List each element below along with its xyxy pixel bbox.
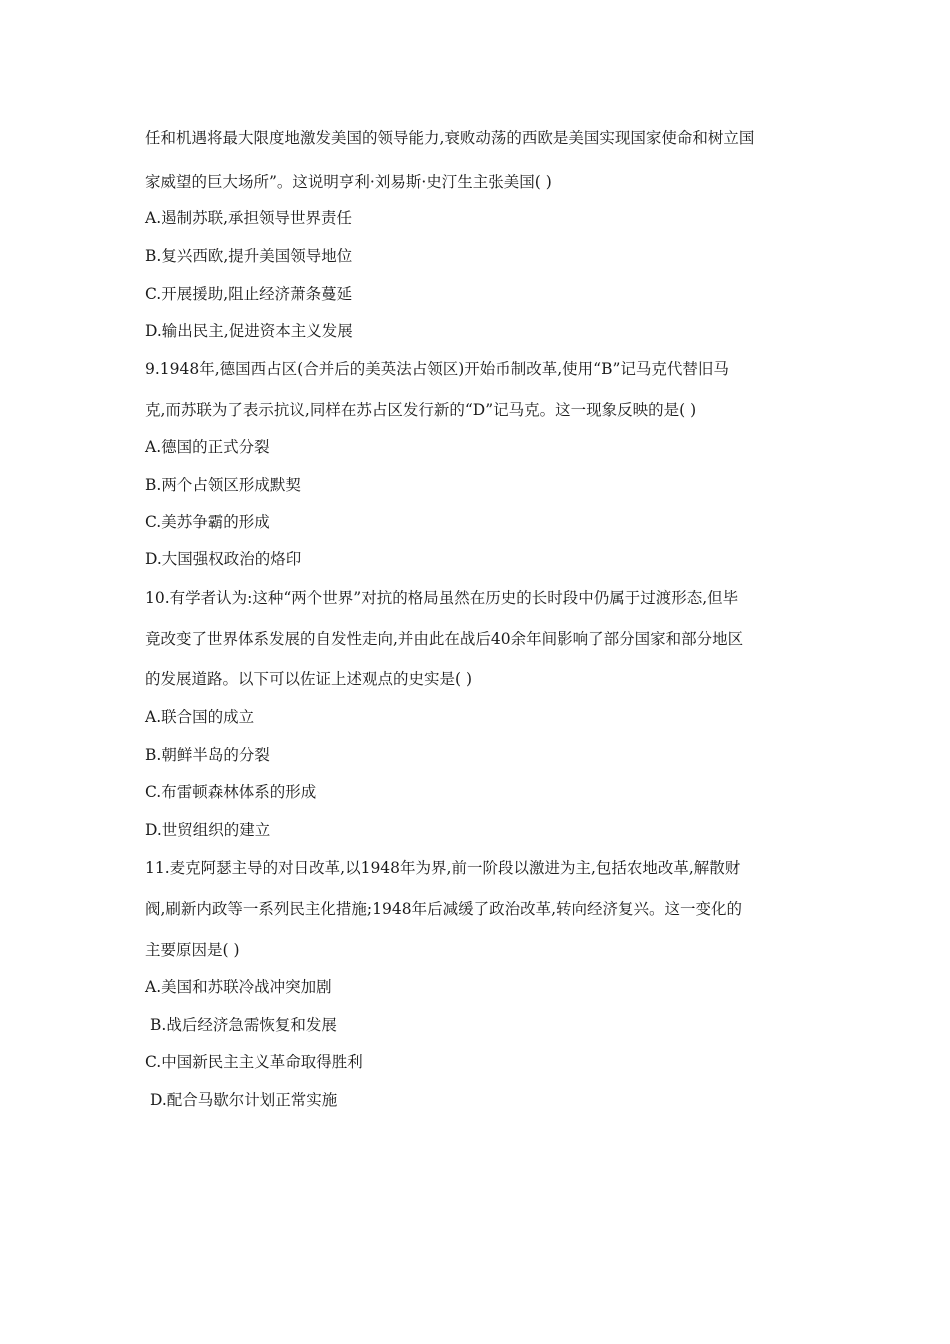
question-11-stem-line-2: 阀,刷新内政等一系列民主化措施;1948年后减缓了政治改革,转向经济复兴。这一变化的 bbox=[145, 900, 743, 918]
question-10-option-a: A.联合国的成立 bbox=[145, 708, 255, 726]
question-10-stem-line-1: 10.有学者认为:这种“两个世界”对抗的格局虽然在历史的长时段中仍属于过渡形态,但毕 bbox=[145, 589, 739, 607]
question-11-stem-line-3: 主要原因是( ) bbox=[145, 941, 240, 959]
question-8-stem-line-1: 任和机遇将最大限度地激发美国的领导能力,衰败动荡的西欧是美国实现国家使命和树立国 bbox=[145, 129, 755, 147]
question-10-option-b: B.朝鲜半岛的分裂 bbox=[145, 746, 270, 764]
question-9-option-a: A.德国的正式分裂 bbox=[145, 438, 270, 456]
question-8-option-a: A.遏制苏联,承担领导世界责任 bbox=[145, 209, 353, 227]
question-10-option-c: C.布雷顿森林体系的形成 bbox=[145, 783, 317, 801]
question-9-stem-line-1: 9.1948年,德国西占区(合并后的美英法占领区)开始币制改革,使用“B”记马克代替旧马 bbox=[145, 360, 729, 378]
question-9-stem-line-2: 克,而苏联为了表示抗议,同样在苏占区发行新的“D”记马克。这一现象反映的是( ) bbox=[145, 401, 697, 419]
question-10-option-d: D.世贸组织的建立 bbox=[145, 821, 271, 839]
question-11-option-d: D.配合马歇尔计划正常实施 bbox=[150, 1091, 338, 1109]
question-9-option-d: D.大国强权政治的烙印 bbox=[145, 550, 302, 568]
question-9-option-b: B.两个占领区形成默契 bbox=[145, 476, 301, 494]
question-8-option-d: D.输出民主,促进资本主义发展 bbox=[145, 322, 353, 340]
question-11-option-b: B.战后经济急需恢复和发展 bbox=[150, 1016, 337, 1034]
question-8-option-b: B.复兴西欧,提升美国领导地位 bbox=[145, 247, 353, 265]
question-9-option-c: C.美苏争霸的形成 bbox=[145, 513, 270, 531]
question-11-stem-line-1: 11.麦克阿瑟主导的对日改革,以1948年为界,前一阶段以激进为主,包括农地改革,解散财 bbox=[145, 859, 741, 877]
question-10-stem-line-3: 的发展道路。以下可以佐证上述观点的史实是( ) bbox=[145, 670, 473, 688]
question-11-option-c: C.中国新民主主义革命取得胜利 bbox=[145, 1053, 363, 1071]
question-8-option-c: C.开展援助,阻止经济萧条蔓延 bbox=[145, 285, 353, 303]
question-11-option-a: A.美国和苏联冷战冲突加剧 bbox=[145, 978, 332, 996]
question-8-stem-line-2: 家威望的巨大场所”。这说明亨利·刘易斯·史汀生主张美国( ) bbox=[145, 173, 552, 191]
question-10-stem-line-2: 竟改变了世界体系发展的自发性走向,并由此在战后40余年间影响了部分国家和部分地区 bbox=[145, 630, 744, 648]
